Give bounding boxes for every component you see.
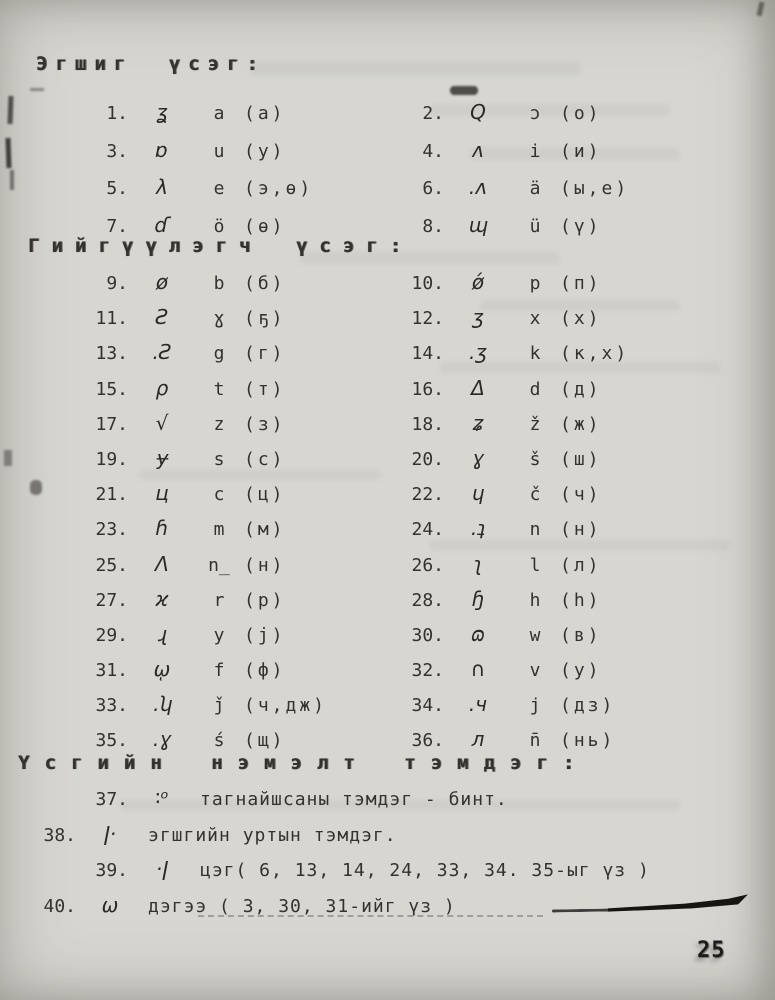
section-consonants xyxy=(0,234,775,763)
item-translit: c xyxy=(213,484,225,506)
alphabet-item xyxy=(404,175,775,213)
item-num: 9. xyxy=(106,273,128,294)
item-cyrillic: (ө) xyxy=(244,215,286,237)
item-script-glyph: ∶ᵒ xyxy=(155,786,169,810)
item-translit: u xyxy=(213,140,225,162)
item-cyrillic: (у) xyxy=(560,660,602,682)
item-cyrillic: (ү) xyxy=(560,215,602,237)
item-cyrillic: (ц) xyxy=(244,484,286,506)
item-script-glyph: ɧ xyxy=(471,586,485,611)
item-cyrillic: (к,х) xyxy=(560,343,630,365)
item-script-glyph: ʓ xyxy=(156,100,168,124)
item-cyrillic: (р) xyxy=(244,589,286,611)
alphabet-item xyxy=(404,138,775,176)
item-cyrillic: (п) xyxy=(560,273,602,294)
item-cyrillic: (с) xyxy=(244,448,286,470)
item-translit: ǰ xyxy=(213,695,225,717)
alphabet-item xyxy=(36,100,404,138)
item-cyrillic: (н) xyxy=(560,519,602,541)
item-translit: l xyxy=(529,554,541,576)
item-num: 23. xyxy=(95,519,128,541)
item-num: 32. xyxy=(411,660,444,682)
alphabet-item xyxy=(404,446,775,481)
item-cyrillic: (и) xyxy=(560,140,602,162)
alphabet-item xyxy=(404,270,775,305)
item-script-glyph: Q xyxy=(470,100,486,124)
item-cyrillic: (дз) xyxy=(560,695,616,717)
item-script-glyph: .ɣ xyxy=(152,727,172,752)
item-script-glyph: .ʌ xyxy=(468,175,488,199)
alphabet-item xyxy=(404,587,775,622)
item-cyrillic: (в) xyxy=(560,624,602,646)
item-cyrillic: (з) xyxy=(244,413,286,435)
item-num: 37. xyxy=(95,789,128,810)
item-script-glyph: ῳ xyxy=(153,657,171,682)
section-title-consonants: Гийгүүлэгч үсэг: xyxy=(28,235,414,257)
item-num: 3. xyxy=(106,140,128,162)
item-num: 39. xyxy=(95,860,128,881)
section-additional-marks xyxy=(0,751,775,928)
item-cyrillic: (щ) xyxy=(244,730,286,752)
item-num: 17. xyxy=(95,413,128,435)
alphabet-item xyxy=(404,516,775,551)
item-script-glyph: .ʒ xyxy=(469,340,487,365)
item-num: 22. xyxy=(411,484,444,506)
item-cyrillic: (о) xyxy=(560,103,602,124)
section-title-vowels: Эгшиг үсэг: xyxy=(36,53,266,75)
alphabet-item xyxy=(36,305,404,340)
item-translit: ü xyxy=(529,215,541,237)
item-num: 8. xyxy=(422,215,444,237)
item-num: 25. xyxy=(95,554,128,576)
item-script-glyph: ɗ xyxy=(154,212,170,237)
alphabet-item xyxy=(36,622,404,657)
item-text: тагнайшсаны тэмдэг - бинт. xyxy=(200,789,508,810)
item-translit: b xyxy=(213,273,225,294)
item-num: 5. xyxy=(106,178,128,199)
item-num: 2. xyxy=(422,103,444,124)
alphabet-item xyxy=(36,692,404,727)
item-num: 35. xyxy=(95,730,128,752)
alphabet-item xyxy=(36,552,404,587)
item-translit: f xyxy=(213,660,225,682)
alphabet-item xyxy=(36,175,404,213)
item-num: 4. xyxy=(422,140,444,162)
alphabet-item xyxy=(36,587,404,622)
alphabet-item xyxy=(36,657,404,692)
item-translit: p xyxy=(529,273,541,294)
item-translit: j xyxy=(529,695,541,717)
item-num: 1. xyxy=(106,103,128,124)
item-num: 24. xyxy=(411,519,444,541)
item-translit: s xyxy=(213,448,225,470)
item-script-glyph: .ʇ xyxy=(470,516,486,541)
item-translit: t xyxy=(213,378,225,400)
alphabet-item xyxy=(36,893,775,929)
item-script-glyph: ∩ xyxy=(470,657,486,682)
item-script-glyph: Λ xyxy=(155,551,169,576)
item-cyrillic: (б) xyxy=(244,273,286,294)
item-script-glyph: .Ƨ xyxy=(152,340,172,365)
item-cyrillic: (т) xyxy=(244,378,286,400)
item-script-glyph: ϰ xyxy=(155,586,169,611)
item-translit: z xyxy=(213,413,225,435)
ink-smudge xyxy=(757,2,765,17)
item-translit: ö xyxy=(213,215,225,237)
item-num: 10. xyxy=(411,273,444,294)
item-cyrillic: (нь) xyxy=(560,730,616,752)
item-cyrillic: (э,ө) xyxy=(244,178,314,199)
item-text: эгшгийн уртын тэмдэг. xyxy=(148,824,397,846)
item-translit: n̲ xyxy=(208,554,230,576)
item-num: 21. xyxy=(95,484,128,506)
item-script-glyph: ɥ xyxy=(471,481,485,506)
item-num: 14. xyxy=(411,343,444,365)
item-num: 34. xyxy=(411,695,444,717)
item-text: цэг( 6, 13, 14, 24, 33, 34. 35-ыг үз ) xyxy=(200,860,650,881)
item-script-glyph: ø xyxy=(155,270,169,294)
alphabet-item xyxy=(404,305,775,340)
item-cyrillic: (ф) xyxy=(244,660,286,682)
item-num: 27. xyxy=(95,589,128,611)
item-cyrillic: (ш) xyxy=(560,448,602,470)
item-script-glyph: ɰ xyxy=(468,212,488,237)
item-num: 13. xyxy=(95,343,128,365)
item-translit: ž xyxy=(529,413,541,435)
alphabet-item xyxy=(404,100,775,138)
item-num: 28. xyxy=(411,589,444,611)
alphabet-item xyxy=(404,481,775,516)
item-script-glyph: Ƨ xyxy=(155,305,169,330)
alphabet-item xyxy=(404,692,775,727)
item-num: 6. xyxy=(422,178,444,199)
item-script-glyph: .ʮ xyxy=(153,692,171,717)
item-translit: š xyxy=(529,448,541,470)
item-num: 29. xyxy=(95,624,128,646)
alphabet-item xyxy=(36,481,404,516)
item-translit: m xyxy=(213,519,225,541)
item-num: 7. xyxy=(106,215,128,237)
item-script-glyph: ·ǀ xyxy=(155,857,169,881)
section-vowels xyxy=(0,52,775,250)
item-translit: n̄ xyxy=(529,730,541,752)
item-script-glyph: ʒ xyxy=(472,305,484,330)
item-cyrillic: (ж) xyxy=(560,413,602,435)
alphabet-item xyxy=(36,446,404,481)
item-translit: g xyxy=(213,343,225,365)
item-num: 16. xyxy=(411,378,444,400)
item-cyrillic: (х) xyxy=(560,308,602,330)
item-translit: w xyxy=(529,624,541,646)
section-title-additional-marks: Үсгийн нэмэлт тэмдэг: xyxy=(18,752,590,774)
item-script-glyph: ɣ xyxy=(472,445,484,470)
item-cyrillic: (ј) xyxy=(244,624,286,646)
item-cyrillic: (г) xyxy=(244,343,286,365)
item-script-glyph: ɦ xyxy=(155,516,169,541)
item-translit: ä xyxy=(529,178,541,199)
item-num: 19. xyxy=(95,448,128,470)
item-cyrillic: (д) xyxy=(560,378,602,400)
item-cyrillic: (ч) xyxy=(560,484,602,506)
item-num: 18. xyxy=(411,413,444,435)
item-translit: k xyxy=(529,343,541,365)
item-cyrillic: (а) xyxy=(244,103,286,124)
alphabet-item xyxy=(404,622,775,657)
item-script-glyph: Δ xyxy=(471,375,485,400)
item-script-glyph: ɒ xyxy=(155,137,169,162)
item-translit: x xyxy=(529,308,541,330)
alphabet-item xyxy=(36,786,775,822)
alphabet-item xyxy=(36,138,404,176)
item-script-glyph: ɷ xyxy=(470,621,486,646)
item-cyrillic: (ы,е) xyxy=(560,178,630,199)
alphabet-item xyxy=(36,376,404,411)
item-script-glyph: √ xyxy=(155,410,169,435)
item-cyrillic: (ч,дж) xyxy=(244,695,328,717)
alphabet-item xyxy=(36,857,775,893)
item-script-glyph: ɻ xyxy=(157,621,167,646)
item-translit: n xyxy=(529,519,541,541)
item-script-glyph: ω xyxy=(101,892,119,917)
alphabet-item xyxy=(404,340,775,375)
alphabet-item xyxy=(404,376,775,411)
alphabet-item xyxy=(36,270,404,305)
item-cyrillic: (н) xyxy=(244,554,286,576)
item-cyrillic: (л) xyxy=(560,554,602,576)
item-script-glyph: ʌ xyxy=(472,137,484,162)
item-cyrillic: (ҕ) xyxy=(244,308,286,330)
item-cyrillic: (h) xyxy=(560,589,602,611)
item-script-glyph: ц xyxy=(155,481,169,506)
item-num: 38. xyxy=(43,824,76,846)
item-cyrillic: (м) xyxy=(244,519,286,541)
vowel-letter-list xyxy=(0,100,775,250)
item-script-glyph: ʑ xyxy=(472,410,484,435)
item-script-glyph: ǀ· xyxy=(103,821,117,846)
item-num: 11. xyxy=(95,308,128,330)
item-translit: v xyxy=(529,660,541,682)
item-script-glyph: .ч xyxy=(468,692,488,717)
item-translit: ɔ xyxy=(529,103,541,124)
item-translit: i xyxy=(529,140,541,162)
item-text: дэгээ ( 3, 30, 31-ийг үз ) xyxy=(148,895,456,917)
item-translit: e xyxy=(213,178,225,199)
item-translit: y xyxy=(213,624,225,646)
item-script-glyph: л xyxy=(471,727,485,752)
item-num: 36. xyxy=(411,730,444,752)
item-num: 20. xyxy=(411,448,444,470)
item-translit: d xyxy=(529,378,541,400)
item-num: 33. xyxy=(95,695,128,717)
item-num: 30. xyxy=(411,624,444,646)
item-num: 31. xyxy=(95,660,128,682)
alphabet-item xyxy=(404,411,775,446)
alphabet-item xyxy=(404,552,775,587)
item-script-glyph: ρ xyxy=(155,375,169,400)
alphabet-item xyxy=(36,822,775,858)
item-script-glyph: ɏ xyxy=(156,445,168,470)
item-cyrillic: (у) xyxy=(244,140,286,162)
item-num: 40. xyxy=(43,895,76,917)
item-script-glyph: ʅ xyxy=(473,551,483,576)
item-num: 15. xyxy=(95,378,128,400)
item-translit: a xyxy=(213,103,225,124)
alphabet-item xyxy=(36,411,404,446)
item-translit: ɣ xyxy=(213,308,225,330)
item-translit: ś xyxy=(213,730,225,752)
alphabet-item xyxy=(36,516,404,551)
item-num: 12. xyxy=(411,308,444,330)
alphabet-item xyxy=(404,657,775,692)
consonant-letter-list xyxy=(0,270,775,763)
item-translit: r xyxy=(213,589,225,611)
alphabet-item xyxy=(36,340,404,375)
item-translit: h xyxy=(529,589,541,611)
item-num: 26. xyxy=(411,554,444,576)
item-script-glyph: ǿ xyxy=(471,270,485,294)
page-number: 25 xyxy=(697,938,726,963)
item-translit: č xyxy=(529,484,541,506)
item-script-glyph: λ xyxy=(156,175,168,199)
